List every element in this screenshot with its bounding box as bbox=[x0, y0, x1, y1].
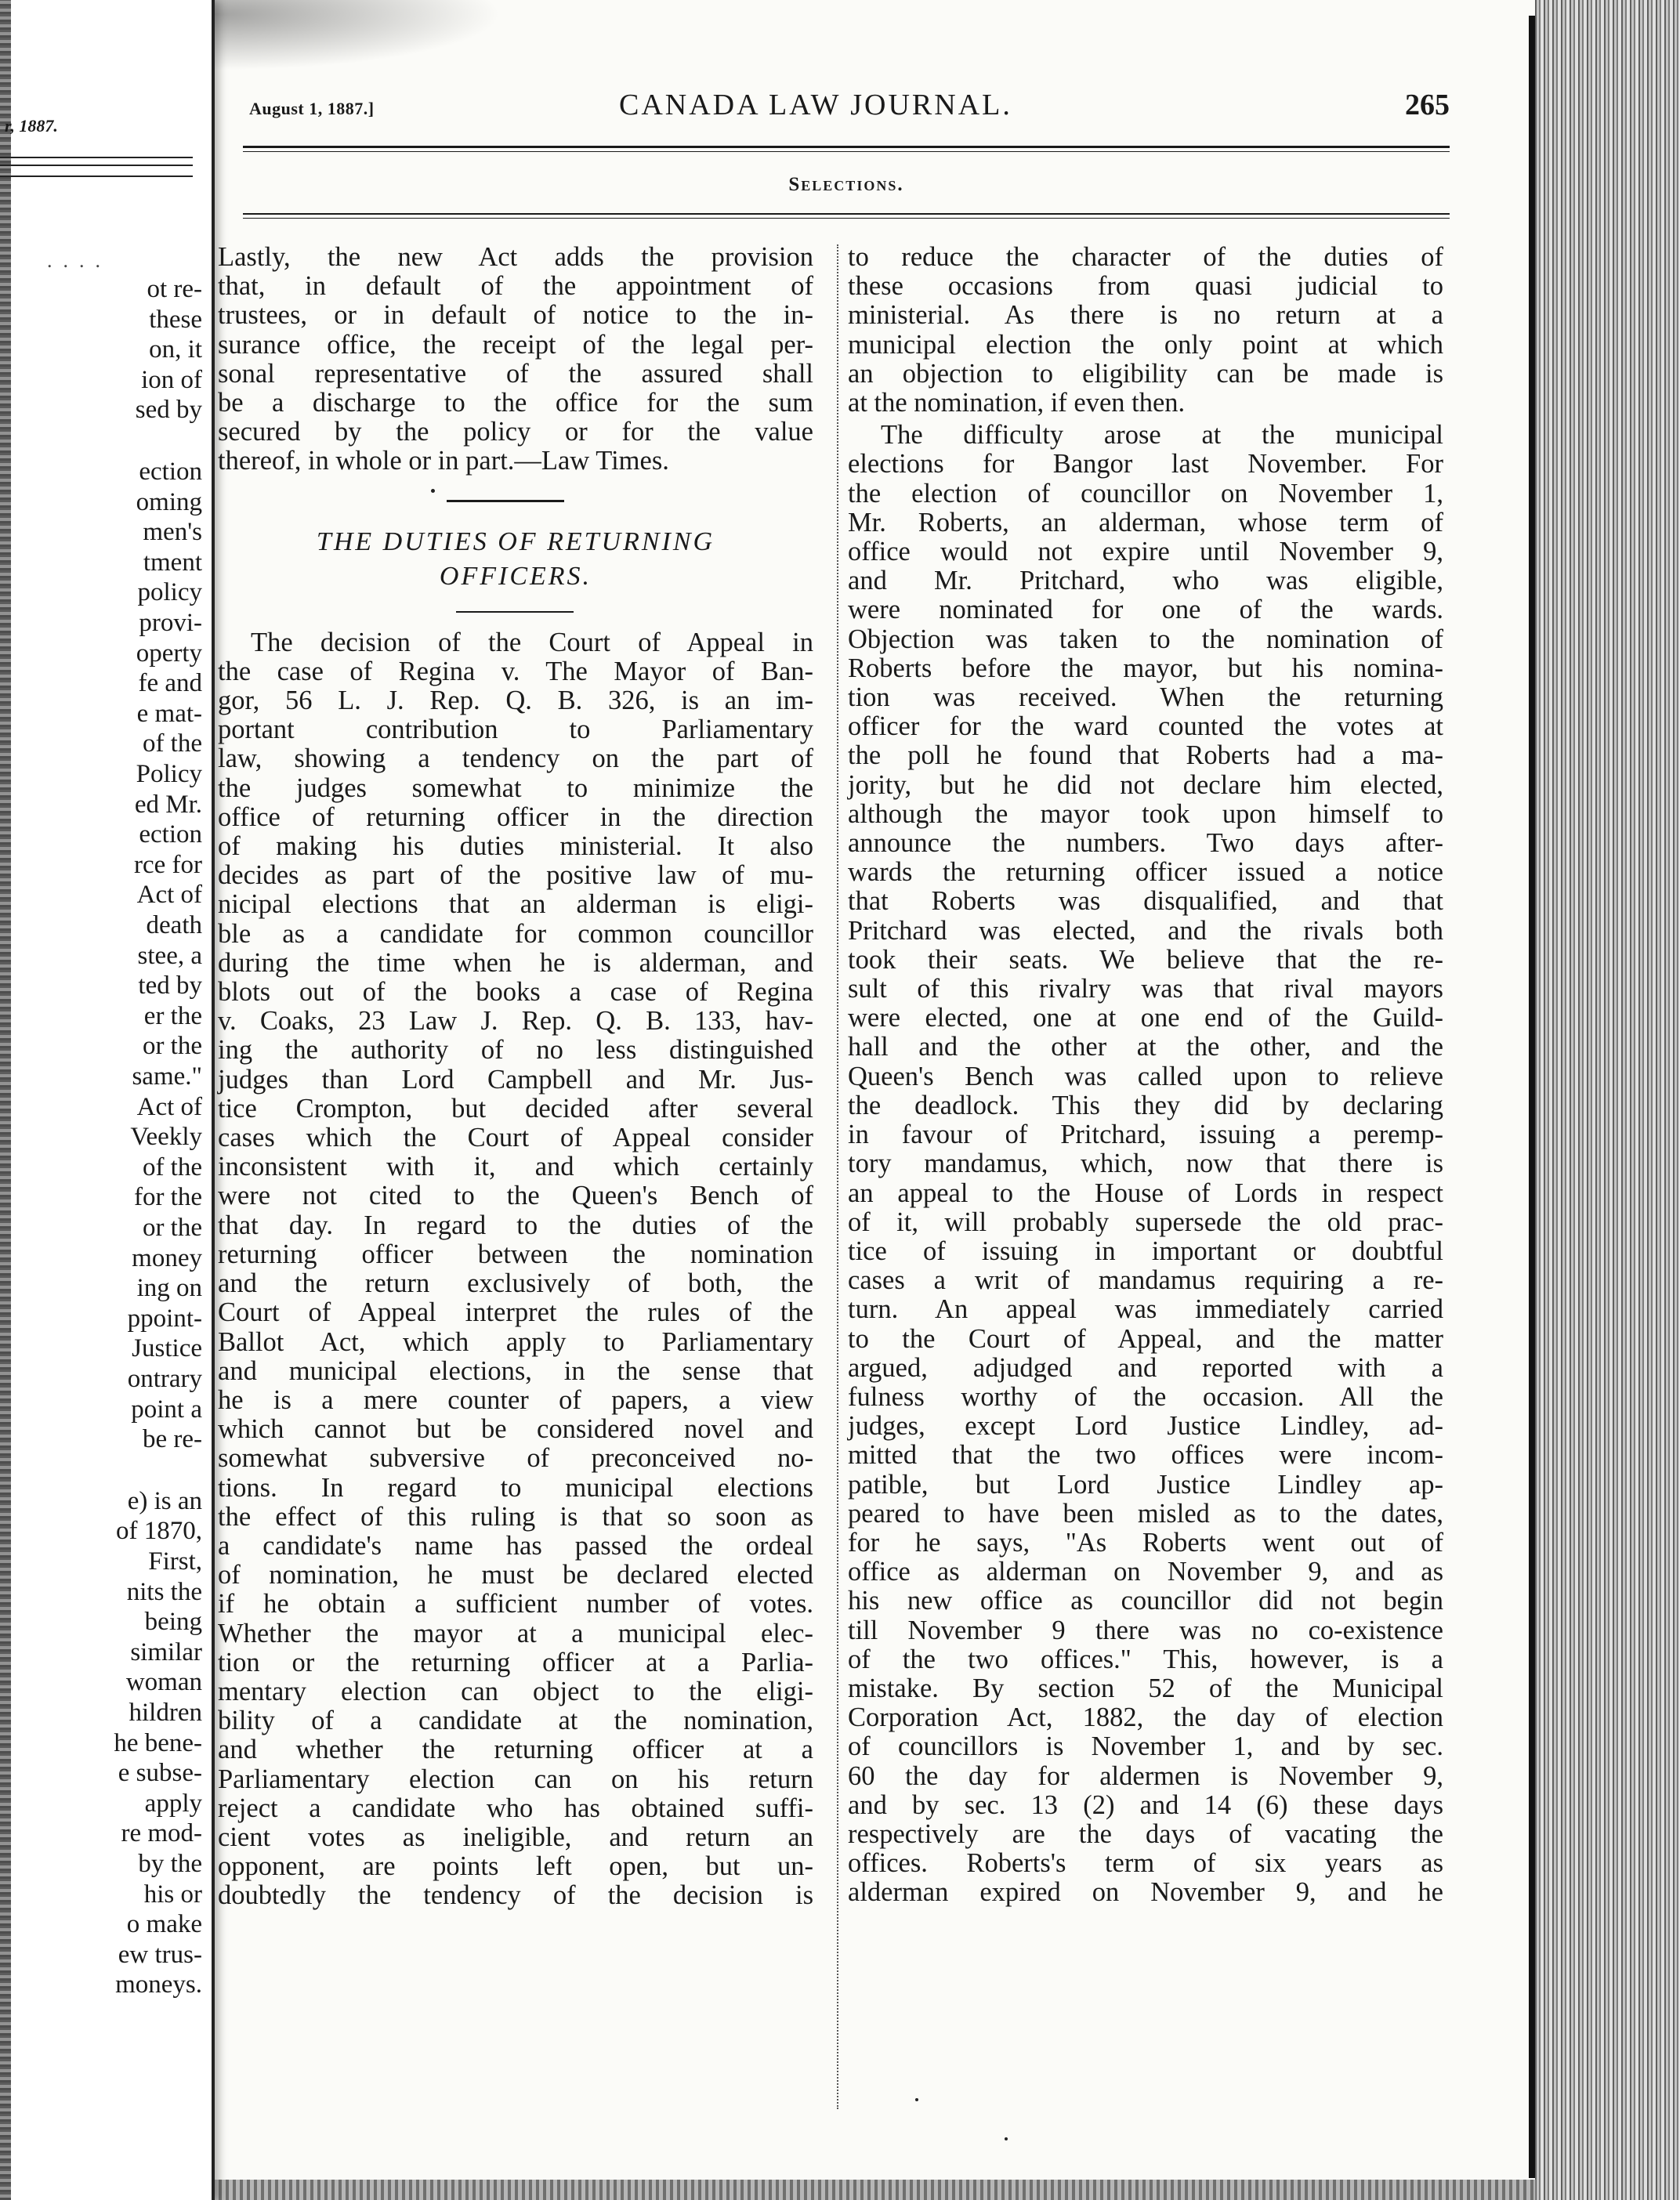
facing-page-rule bbox=[0, 175, 193, 177]
text-line: v. Coaks, 23 Law J. Rep. Q. B. 133, hav- bbox=[218, 1006, 813, 1037]
section-rule-thin bbox=[243, 218, 1450, 219]
text-line: sult of this rivalry was that rival mayors bbox=[848, 974, 1443, 1004]
text-line: judges, except Lord Justice Lindley, ad- bbox=[848, 1411, 1443, 1442]
text-line: gor, 56 L. J. Rep. Q. B. 326, is an im- bbox=[218, 686, 813, 716]
facing-page-line: or the bbox=[142, 1214, 202, 1242]
text-line: jority, but he did not declare him elected, bbox=[848, 769, 1443, 800]
facing-page-line: Act of bbox=[136, 1092, 202, 1121]
facing-page-line: ion of bbox=[141, 365, 202, 394]
facing-page-line: Act of bbox=[136, 881, 202, 910]
article-title-line-1: THE DUTIES OF RETURNING bbox=[316, 526, 715, 556]
text-line: and whether the returning officer at a bbox=[218, 1735, 813, 1765]
text-line: tice of issuing in important or doubtful bbox=[848, 1236, 1443, 1266]
stray-mark bbox=[1005, 2137, 1008, 2140]
text-line: the deadlock. This they did by declaring bbox=[848, 1090, 1443, 1120]
facing-page-line: these bbox=[149, 305, 202, 334]
facing-page-line: for the bbox=[133, 1183, 202, 1212]
text-line: these occasions from quasi judicial to bbox=[848, 271, 1443, 302]
facing-page-header: r, 1887. bbox=[5, 116, 58, 136]
text-line: at the nomination, if even then. bbox=[848, 388, 1186, 418]
title-separator bbox=[218, 594, 813, 628]
text-line: sonal representative of the assured shall bbox=[218, 358, 813, 389]
text-line: and Mr. Pritchard, who was eligible, bbox=[848, 566, 1443, 596]
bottom-page-edge bbox=[212, 2180, 1536, 2200]
facing-page-line: fe and bbox=[138, 669, 202, 698]
facing-page-rule bbox=[0, 165, 193, 166]
text-line: during the time when he is alderman, and bbox=[218, 947, 813, 978]
facing-page-line: similar bbox=[130, 1637, 202, 1666]
text-line: elections for Bangor last November. For bbox=[848, 449, 1443, 479]
facing-page-line: ted by bbox=[138, 972, 202, 1000]
text-line: law, showing a tendency on the part of bbox=[218, 744, 813, 774]
facing-page-line: woman bbox=[125, 1668, 202, 1697]
facing-page-line: ontrary bbox=[127, 1365, 202, 1393]
text-line: alderman expired on November 9, and he bbox=[848, 1877, 1443, 1908]
text-line: bility of a candidate at the nomination, bbox=[218, 1706, 813, 1736]
text-line: cases which the Court of Appeal consider bbox=[218, 1123, 813, 1153]
facing-page-line: same." bbox=[132, 1062, 202, 1091]
title-rule bbox=[456, 611, 574, 613]
text-line: the case of Regina v. The Mayor of Ban- bbox=[218, 656, 813, 686]
text-line: nicipal elections that an alderman is eligi- bbox=[218, 889, 813, 920]
text-line: judges than Lord Campbell and Mr. Jus- bbox=[218, 1064, 813, 1095]
text-line: announce the numbers. Two days after- bbox=[848, 828, 1443, 859]
text-line: thereof, in whole or in part.—Law Times. bbox=[218, 446, 669, 476]
text-line: and the return exclusively of both, the bbox=[218, 1268, 813, 1299]
text-line: that day. In regard to the duties of the bbox=[218, 1210, 813, 1240]
facing-page-line: ew trus- bbox=[118, 1940, 202, 1969]
text-line: offices. Roberts's term of six years as bbox=[848, 1848, 1443, 1879]
text-line: wards the returning officer issued a notice bbox=[848, 857, 1443, 888]
facing-page-line: re mod- bbox=[121, 1819, 202, 1848]
facing-page-line: ing on bbox=[136, 1274, 202, 1303]
text-line: an objection to eligibility can be made is bbox=[848, 358, 1443, 389]
facing-page-line: on, it bbox=[149, 335, 202, 364]
facing-page-line: provi- bbox=[139, 609, 202, 637]
text-line: municipal election the only point at which bbox=[848, 329, 1443, 360]
text-line: mentary election can object to the eligi- bbox=[218, 1676, 813, 1706]
section-rule bbox=[243, 213, 1450, 215]
stray-mark bbox=[915, 2098, 918, 2101]
facing-page-line: being bbox=[144, 1608, 202, 1637]
section-label: Selections. bbox=[788, 174, 904, 195]
text-line: decides as part of the positive law of mu- bbox=[218, 860, 813, 891]
right-page-border bbox=[1529, 16, 1535, 2178]
facing-page-line: stee, a bbox=[137, 941, 202, 970]
facing-page-line: his or bbox=[143, 1880, 202, 1909]
article-title bbox=[218, 525, 813, 594]
facing-page-line: ppoint- bbox=[127, 1304, 202, 1333]
text-line: secured by the policy or for the value bbox=[218, 417, 813, 447]
facing-page-line: Policy bbox=[136, 760, 202, 788]
facing-page-line: sed by bbox=[135, 396, 202, 425]
right-page-edge bbox=[1535, 0, 1680, 2200]
facing-page-line: e) is an bbox=[127, 1486, 202, 1515]
facing-page-line: ot re- bbox=[147, 275, 202, 303]
facing-page-line: policy bbox=[137, 578, 202, 607]
article-title-line-2: OFFICERS. bbox=[439, 561, 592, 591]
text-line: Parliamentary election can on his return bbox=[218, 1764, 813, 1794]
facing-page-line: of the bbox=[142, 1152, 202, 1181]
text-line: 60 the day for aldermen is November 9, bbox=[848, 1760, 1443, 1791]
header-rule bbox=[243, 146, 1450, 148]
journal-title: CANADA LAW JOURNAL. bbox=[619, 89, 1012, 121]
text-line: be a discharge to the office for the sum bbox=[218, 388, 813, 418]
facing-page-line: be re- bbox=[142, 1425, 202, 1454]
text-line: although the mayor took upon himself to bbox=[848, 798, 1443, 829]
text-line: to the Court of Appeal, and the matter bbox=[848, 1323, 1443, 1354]
text-line: Roberts before the mayor, but his nomina- bbox=[848, 653, 1443, 683]
text-line: were elected, one at one end of the Guild- bbox=[848, 1003, 1443, 1033]
text-line: peared to have been misled as to the dates, bbox=[848, 1498, 1443, 1529]
text-line: Whether the mayor at a municipal elec- bbox=[218, 1618, 813, 1648]
text-line: tions. In regard to municipal elections bbox=[218, 1472, 813, 1503]
facing-page-line: of the bbox=[142, 729, 202, 758]
text-line: the election of councillor on November 1, bbox=[848, 478, 1443, 508]
lead-paragraph bbox=[218, 243, 813, 476]
text-line: were nominated for one of the wards. bbox=[848, 595, 1443, 625]
facing-page-line: ed Mr. bbox=[134, 790, 202, 819]
continuation-paragraph bbox=[848, 243, 1443, 418]
facing-page-line: Justice bbox=[132, 1334, 202, 1363]
separator-dot bbox=[431, 489, 435, 493]
text-line: of making his duties ministerial. It also bbox=[218, 831, 813, 862]
text-line: cient votes as ineligible, and return an bbox=[218, 1822, 813, 1852]
text-line: that, in default of the appointment of bbox=[218, 271, 813, 302]
text-line: tion was received. When the returning bbox=[848, 682, 1443, 713]
facing-page-line: by the bbox=[138, 1850, 202, 1878]
text-line: he is a mere counter of papers, a view bbox=[218, 1384, 813, 1415]
facing-page-line: moneys. bbox=[115, 1970, 202, 1999]
text-line: officer for the ward counted the votes at bbox=[848, 711, 1443, 742]
text-line: surance office, the receipt of the legal per- bbox=[218, 329, 813, 360]
binding-edge bbox=[0, 0, 11, 2200]
text-line: Lastly, the new Act adds the provision bbox=[218, 242, 813, 272]
text-line: tion or the returning officer at a Parlia- bbox=[218, 1647, 813, 1677]
text-line: and municipal elections, in the sense that bbox=[218, 1355, 813, 1386]
text-line: the effect of this ruling is that so soon as bbox=[218, 1501, 813, 1532]
text-line: office would not expire until November 9, bbox=[848, 537, 1443, 567]
facing-page-rule bbox=[0, 157, 193, 158]
text-line: of the two offices." This, however, is a bbox=[848, 1644, 1443, 1674]
text-line: cases a writ of mandamus requiring a re- bbox=[848, 1265, 1443, 1296]
text-line: argued, adjudged and reported with a bbox=[848, 1352, 1443, 1383]
facing-page-line: men's bbox=[143, 518, 202, 547]
facing-page-line: hildren bbox=[129, 1699, 202, 1727]
facing-page-dots: .... bbox=[47, 249, 111, 272]
text-line: which cannot but be considered novel and bbox=[218, 1414, 813, 1445]
facing-page-line: e subse- bbox=[118, 1759, 202, 1788]
text-line: a candidate's name has passed the ordeal bbox=[218, 1530, 813, 1561]
left-column bbox=[218, 243, 813, 1911]
text-line: the poll he found that Roberts had a ma- bbox=[848, 740, 1443, 771]
facing-page-line: er the bbox=[143, 1001, 202, 1030]
header-rule-thin bbox=[243, 151, 1450, 152]
facing-page-line: oming bbox=[136, 487, 202, 516]
text-line: fulness worthy of the occasion. All the bbox=[848, 1381, 1443, 1412]
text-line: for he says, "As Roberts went out of bbox=[848, 1527, 1443, 1558]
text-line: respectively are the days of vacating the bbox=[848, 1818, 1443, 1849]
facing-page-line: apply bbox=[144, 1789, 202, 1818]
text-line: ble as a candidate for common councillor bbox=[218, 918, 813, 949]
text-line: of councillors is November 1, and by sec. bbox=[848, 1731, 1443, 1762]
article-body-right bbox=[848, 421, 1443, 1907]
text-line: trustees, or in default of notice to the in- bbox=[218, 300, 813, 331]
text-line: opponent, are points left open, but un- bbox=[218, 1851, 813, 1882]
facing-page-line: rce for bbox=[133, 850, 202, 879]
facing-page-line: he bene- bbox=[114, 1728, 202, 1757]
facing-page-line: ection bbox=[139, 458, 202, 486]
text-line: that Roberts was disqualified, and that bbox=[848, 886, 1443, 917]
text-line: tory mandamus, which, now that there is bbox=[848, 1149, 1443, 1179]
right-column bbox=[848, 243, 1443, 1908]
text-line: turn. An appeal was immediately carried bbox=[848, 1294, 1443, 1325]
facing-page-line: o make bbox=[126, 1910, 202, 1939]
text-line: blots out of the books a case of Regina bbox=[218, 977, 813, 1008]
text-line: hall and the other at the other, and the bbox=[848, 1032, 1443, 1062]
page-number: 265 bbox=[1405, 89, 1450, 121]
text-line: Queen's Bench was called upon to relieve bbox=[848, 1061, 1443, 1091]
text-line: tice Crompton, but decided after several bbox=[218, 1093, 813, 1124]
text-line: Objection was taken to the nomination of bbox=[848, 624, 1443, 654]
text-line: his new office as councillor did not begin bbox=[848, 1586, 1443, 1616]
text-line: returning officer between the nomination bbox=[218, 1239, 813, 1269]
text-line: of nomination, he must be declared elected bbox=[218, 1560, 813, 1590]
separator-rule bbox=[447, 500, 564, 502]
text-line: mitted that the two offices were incom- bbox=[848, 1440, 1443, 1471]
text-line: doubtedly the tendency of the decision is bbox=[218, 1880, 813, 1911]
text-line: Court of Appeal interpret the rules of the bbox=[218, 1297, 813, 1328]
text-line: The decision of the Court of Appeal in bbox=[251, 627, 813, 657]
text-line: ing the authority of no less distinguished bbox=[218, 1035, 813, 1066]
text-line: the judges somewhat to minimize the bbox=[218, 773, 813, 803]
facing-page-strip bbox=[0, 0, 215, 2200]
text-line: to reduce the character of the duties of bbox=[848, 242, 1443, 272]
column-divider bbox=[837, 244, 838, 2109]
facing-page-line: First, bbox=[148, 1547, 202, 1576]
text-line: reject a candidate who has obtained suffi- bbox=[218, 1793, 813, 1823]
text-line: inconsistent with it, and which certainly bbox=[218, 1152, 813, 1182]
text-line: in favour of Pritchard, issuing a peremp- bbox=[848, 1120, 1443, 1150]
facing-page-line: nits the bbox=[126, 1577, 202, 1606]
facing-page-line: money bbox=[132, 1243, 202, 1272]
text-line: office as alderman on November 9, and as bbox=[848, 1557, 1443, 1587]
text-line: if he obtain a sufficient number of votes. bbox=[218, 1589, 813, 1619]
facing-page-line: ection bbox=[139, 820, 202, 849]
facing-page-line: tment bbox=[143, 548, 202, 577]
facing-page-line: operty bbox=[136, 639, 202, 668]
text-line: till November 9 there was no co-existence bbox=[848, 1615, 1443, 1645]
facing-page-line: death bbox=[146, 911, 202, 939]
text-line: mistake. By section 52 of the Municipal bbox=[848, 1673, 1443, 1703]
text-line: were not cited to the Queen's Bench of bbox=[218, 1181, 813, 1211]
article-body-left bbox=[218, 628, 813, 1911]
text-line: portant contribution to Parliamentary bbox=[218, 715, 813, 745]
text-line: took their seats. We believe that the re- bbox=[848, 944, 1443, 975]
article-separator bbox=[218, 476, 813, 506]
facing-page-line: Veekly bbox=[130, 1123, 202, 1152]
facing-page-line: point a bbox=[131, 1395, 202, 1424]
facing-page-line: or the bbox=[142, 1032, 202, 1061]
facing-page-line: e mat- bbox=[136, 699, 202, 728]
text-line: Mr. Roberts, an alderman, whose term of bbox=[848, 507, 1443, 537]
text-line: of it, will probably supersede the old prac- bbox=[848, 1207, 1443, 1237]
running-head bbox=[243, 85, 1450, 132]
text-line: office of returning officer in the direction bbox=[218, 801, 813, 832]
text-line: Ballot Act, which apply to Parliamentary bbox=[218, 1326, 813, 1357]
issue-date: August 1, 1887.] bbox=[249, 99, 375, 118]
facing-page-line: of 1870, bbox=[116, 1517, 202, 1546]
text-line: patible, but Lord Justice Lindley ap- bbox=[848, 1469, 1443, 1500]
text-line: Corporation Act, 1882, the day of election bbox=[848, 1702, 1443, 1733]
text-line: somewhat subversive of preconceived no- bbox=[218, 1443, 813, 1474]
text-line: an appeal to the House of Lords in respect bbox=[848, 1178, 1443, 1208]
text-line: The difficulty arose at the municipal bbox=[881, 420, 1443, 450]
text-line: and by sec. 13 (2) and 14 (6) these days bbox=[848, 1789, 1443, 1820]
text-line: Pritchard was elected, and the rivals both bbox=[848, 915, 1443, 946]
text-line: ministerial. As there is no return at a bbox=[848, 300, 1443, 331]
